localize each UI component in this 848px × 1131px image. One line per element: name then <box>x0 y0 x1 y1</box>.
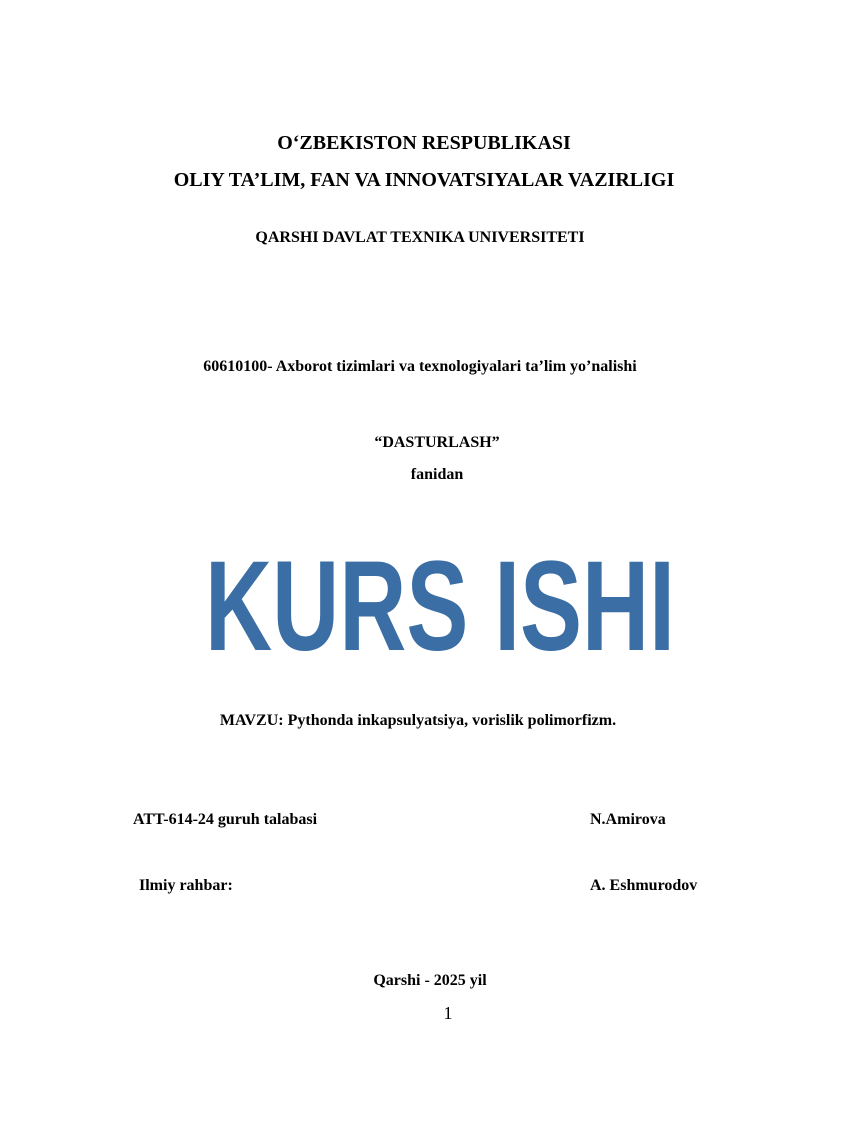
work-type-title <box>200 535 680 678</box>
advisor-label: Ilmiy rahbar: <box>139 877 233 894</box>
work-type-title-text: KURS ISHI <box>205 535 675 678</box>
university-heading: QARSHI DAVLAT TEXNIKA UNIVERSITETI <box>255 229 585 246</box>
topic-line: MAVZU: Pythonda inkapsulyatsiya, vorislik polimorfizm. <box>219 712 617 729</box>
subject-name: “DASTURLASH” <box>374 434 500 451</box>
student-name: N.Amirova <box>590 811 666 828</box>
group-label: ATT-614-24 guruh talabasi <box>133 811 318 828</box>
advisor-name: A. Eshmurodov <box>590 877 698 894</box>
work-type-title-graphic <box>200 535 680 678</box>
country-heading: O‘ZBEKISTON RESPUBLIKASI <box>277 132 571 154</box>
study-direction: 60610100- Axborot tizimlari va texnologiyalari ta’lim yo’nalishi <box>203 358 637 375</box>
subject-suffix: fanidan <box>410 466 464 483</box>
page-number: 1 <box>443 1003 453 1023</box>
city-year: Qarshi - 2025 yil <box>373 972 487 989</box>
ministry-heading: OLIY TA’LIM, FAN VA INNOVATSIYALAR VAZIRLIGI <box>173 169 675 191</box>
